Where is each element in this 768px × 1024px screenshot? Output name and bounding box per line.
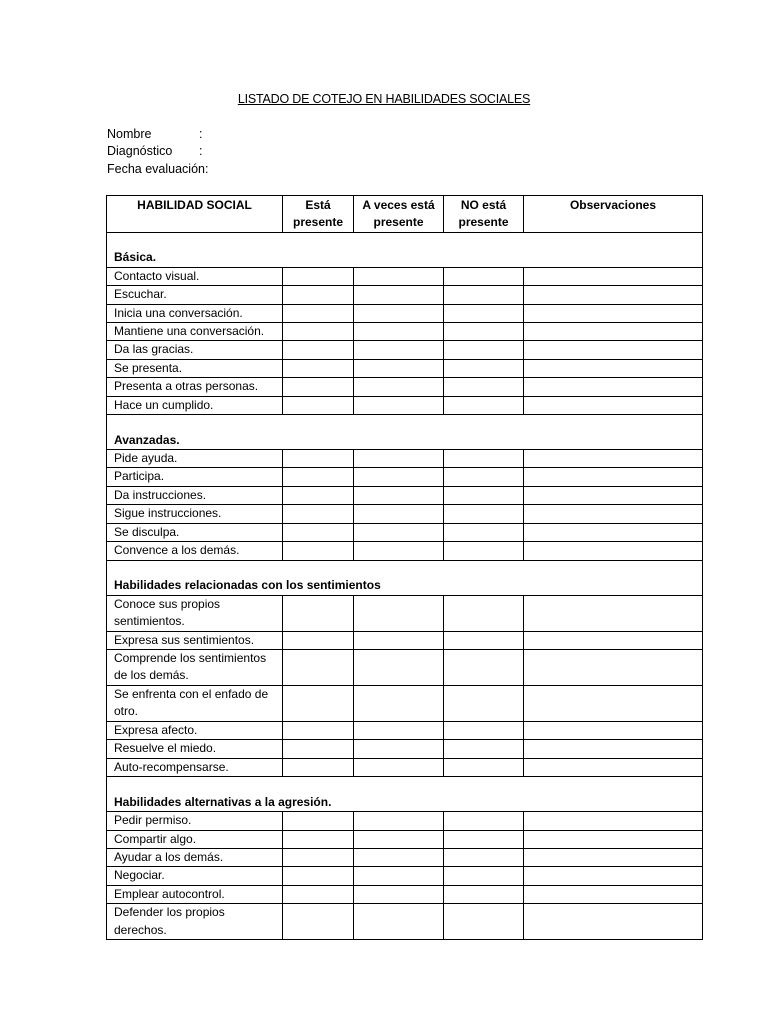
table-row xyxy=(107,649,703,685)
field-label: Fecha evaluación: xyxy=(107,161,209,176)
observaciones-cell[interactable] xyxy=(524,758,703,776)
a-veces-cell[interactable] xyxy=(354,323,444,341)
section-row xyxy=(107,415,703,450)
no-esta-presente-cell[interactable] xyxy=(444,304,524,322)
header-no-esta-presente: NO está presente xyxy=(444,196,524,233)
skill-label: Negociar. xyxy=(107,867,283,885)
esta-presente-cell[interactable] xyxy=(283,830,354,848)
field-fecha-evaluacion xyxy=(107,161,209,178)
no-esta-presente-cell[interactable] xyxy=(444,505,524,523)
observaciones-cell[interactable] xyxy=(524,812,703,830)
a-veces-cell[interactable] xyxy=(354,867,444,885)
section-title: Básica. xyxy=(107,232,703,267)
esta-presente-cell[interactable] xyxy=(283,450,354,468)
a-veces-cell[interactable] xyxy=(354,885,444,903)
checklist-table xyxy=(106,195,703,940)
no-esta-presente-cell[interactable] xyxy=(444,758,524,776)
field-colon: : xyxy=(199,127,203,141)
no-esta-presente-cell[interactable] xyxy=(444,812,524,830)
table-row xyxy=(107,740,703,758)
esta-presente-cell[interactable] xyxy=(283,267,354,285)
observaciones-cell[interactable] xyxy=(524,396,703,414)
table-row xyxy=(107,359,703,377)
esta-presente-cell[interactable] xyxy=(283,359,354,377)
field-colon xyxy=(199,161,209,178)
a-veces-cell[interactable] xyxy=(354,304,444,322)
no-esta-presente-cell[interactable] xyxy=(444,267,524,285)
esta-presente-cell[interactable] xyxy=(283,649,354,685)
table-row xyxy=(107,286,703,304)
skill-label: Auto-recompensarse. xyxy=(107,758,283,776)
no-esta-presente-cell[interactable] xyxy=(444,721,524,739)
skill-label: Da instrucciones. xyxy=(107,486,283,504)
esta-presente-cell[interactable] xyxy=(283,595,354,631)
no-esta-presente-cell[interactable] xyxy=(444,631,524,649)
observaciones-cell[interactable] xyxy=(524,304,703,322)
a-veces-cell[interactable] xyxy=(354,505,444,523)
observaciones-cell[interactable] xyxy=(524,685,703,721)
no-esta-presente-cell[interactable] xyxy=(444,323,524,341)
skill-label: Emplear autocontrol. xyxy=(107,885,283,903)
observaciones-cell[interactable] xyxy=(524,848,703,866)
esta-presente-cell[interactable] xyxy=(283,523,354,541)
section-row xyxy=(107,777,703,812)
esta-presente-cell[interactable] xyxy=(283,505,354,523)
table-row xyxy=(107,867,703,885)
section-row xyxy=(107,560,703,595)
table-row xyxy=(107,685,703,721)
section-row xyxy=(107,232,703,267)
field-colon: : xyxy=(199,144,203,159)
table-row xyxy=(107,450,703,468)
no-esta-presente-cell[interactable] xyxy=(444,542,524,560)
observaciones-cell[interactable] xyxy=(524,867,703,885)
field-diagnostico xyxy=(107,143,209,160)
no-esta-presente-cell[interactable] xyxy=(444,685,524,721)
a-veces-cell[interactable] xyxy=(354,396,444,414)
table-row xyxy=(107,523,703,541)
esta-presente-cell[interactable] xyxy=(283,904,354,940)
skill-label: Pide ayuda. xyxy=(107,450,283,468)
no-esta-presente-cell[interactable] xyxy=(444,904,524,940)
esta-presente-cell[interactable] xyxy=(283,685,354,721)
skill-label: Ayudar a los demás. xyxy=(107,848,283,866)
skill-label: Expresa afecto. xyxy=(107,721,283,739)
table-row xyxy=(107,396,703,414)
checklist-body xyxy=(107,232,703,939)
no-esta-presente-cell[interactable] xyxy=(444,359,524,377)
table-row xyxy=(107,721,703,739)
document-title: LISTADO DE COTEJO EN HABILIDADES SOCIALES xyxy=(237,92,531,106)
no-esta-presente-cell[interactable] xyxy=(444,830,524,848)
observaciones-cell[interactable] xyxy=(524,830,703,848)
table-row xyxy=(107,505,703,523)
table-row xyxy=(107,812,703,830)
a-veces-cell[interactable] xyxy=(354,450,444,468)
observaciones-cell[interactable] xyxy=(524,721,703,739)
skill-label: Hace un cumplido. xyxy=(107,396,283,414)
a-veces-cell[interactable] xyxy=(354,286,444,304)
skill-label: Escuchar. xyxy=(107,286,283,304)
esta-presente-cell[interactable] xyxy=(283,885,354,903)
esta-presente-cell[interactable] xyxy=(283,848,354,866)
skill-label: Inicia una conversación. xyxy=(107,304,283,322)
observaciones-cell[interactable] xyxy=(524,505,703,523)
table-row xyxy=(107,267,703,285)
skill-label: Contacto visual. xyxy=(107,267,283,285)
table-row xyxy=(107,542,703,560)
esta-presente-cell[interactable] xyxy=(283,812,354,830)
observaciones-cell[interactable] xyxy=(524,323,703,341)
a-veces-cell[interactable] xyxy=(354,631,444,649)
a-veces-cell[interactable] xyxy=(354,341,444,359)
observaciones-cell[interactable] xyxy=(524,378,703,396)
no-esta-presente-cell[interactable] xyxy=(444,378,524,396)
table-row xyxy=(107,323,703,341)
header-row xyxy=(107,196,703,233)
table-row xyxy=(107,631,703,649)
field-label: Nombre xyxy=(107,127,152,141)
a-veces-cell[interactable] xyxy=(354,848,444,866)
table-row xyxy=(107,304,703,322)
no-esta-presente-cell[interactable] xyxy=(444,450,524,468)
esta-presente-cell[interactable] xyxy=(283,631,354,649)
no-esta-presente-cell[interactable] xyxy=(444,486,524,504)
observaciones-cell[interactable] xyxy=(524,595,703,631)
no-esta-presente-cell[interactable] xyxy=(444,523,524,541)
skill-label: Mantiene una conversación. xyxy=(107,323,283,341)
table-row xyxy=(107,885,703,903)
observaciones-cell[interactable] xyxy=(524,286,703,304)
skill-label: Resuelve el miedo. xyxy=(107,740,283,758)
a-veces-cell[interactable] xyxy=(354,523,444,541)
a-veces-cell[interactable] xyxy=(354,468,444,486)
header-observaciones: Observaciones xyxy=(524,196,703,233)
section-title: Habilidades relacionadas con los sentimientos xyxy=(107,560,703,595)
esta-presente-cell[interactable] xyxy=(283,286,354,304)
skill-label: Conoce sus propios sentimientos. xyxy=(107,595,283,631)
a-veces-cell[interactable] xyxy=(354,595,444,631)
esta-presente-cell[interactable] xyxy=(283,721,354,739)
section-title: Avanzadas. xyxy=(107,415,703,450)
table-row xyxy=(107,595,703,631)
skill-label: Pedir permiso. xyxy=(107,812,283,830)
skill-label: Presenta a otras personas. xyxy=(107,378,283,396)
a-veces-cell[interactable] xyxy=(354,812,444,830)
esta-presente-cell[interactable] xyxy=(283,486,354,504)
esta-presente-cell[interactable] xyxy=(283,304,354,322)
esta-presente-cell[interactable] xyxy=(283,341,354,359)
no-esta-presente-cell[interactable] xyxy=(444,885,524,903)
no-esta-presente-cell[interactable] xyxy=(444,740,524,758)
a-veces-cell[interactable] xyxy=(354,649,444,685)
a-veces-cell[interactable] xyxy=(354,758,444,776)
no-esta-presente-cell[interactable] xyxy=(444,595,524,631)
table-row xyxy=(107,904,703,940)
skill-label: Compartir algo. xyxy=(107,830,283,848)
esta-presente-cell[interactable] xyxy=(283,542,354,560)
esta-presente-cell[interactable] xyxy=(283,740,354,758)
esta-presente-cell[interactable] xyxy=(283,378,354,396)
a-veces-cell[interactable] xyxy=(354,830,444,848)
a-veces-cell[interactable] xyxy=(354,486,444,504)
skill-label: Se disculpa. xyxy=(107,523,283,541)
observaciones-cell[interactable] xyxy=(524,486,703,504)
observaciones-cell[interactable] xyxy=(524,267,703,285)
section-title: Habilidades alternativas a la agresión. xyxy=(107,777,703,812)
header-fields xyxy=(107,126,209,178)
table-row xyxy=(107,378,703,396)
no-esta-presente-cell[interactable] xyxy=(444,396,524,414)
table-row xyxy=(107,758,703,776)
skill-label: Convence a los demás. xyxy=(107,542,283,560)
table-row xyxy=(107,486,703,504)
esta-presente-cell[interactable] xyxy=(283,758,354,776)
esta-presente-cell[interactable] xyxy=(283,396,354,414)
field-label: Diagnóstico xyxy=(107,144,173,159)
field-nombre xyxy=(107,126,209,143)
no-esta-presente-cell[interactable] xyxy=(444,867,524,885)
observaciones-cell[interactable] xyxy=(524,904,703,940)
table-row xyxy=(107,830,703,848)
header-esta-presente: Está presente xyxy=(283,196,354,233)
table-row xyxy=(107,341,703,359)
esta-presente-cell[interactable] xyxy=(283,468,354,486)
observaciones-cell[interactable] xyxy=(524,649,703,685)
no-esta-presente-cell[interactable] xyxy=(444,341,524,359)
a-veces-cell[interactable] xyxy=(354,542,444,560)
observaciones-cell[interactable] xyxy=(524,468,703,486)
observaciones-cell[interactable] xyxy=(524,341,703,359)
skill-label: Participa. xyxy=(107,468,283,486)
a-veces-cell[interactable] xyxy=(354,359,444,377)
a-veces-cell[interactable] xyxy=(354,740,444,758)
observaciones-cell[interactable] xyxy=(524,885,703,903)
no-esta-presente-cell[interactable] xyxy=(444,649,524,685)
observaciones-cell[interactable] xyxy=(524,631,703,649)
esta-presente-cell[interactable] xyxy=(283,867,354,885)
observaciones-cell[interactable] xyxy=(524,740,703,758)
observaciones-cell[interactable] xyxy=(524,450,703,468)
esta-presente-cell[interactable] xyxy=(283,323,354,341)
observaciones-cell[interactable] xyxy=(524,523,703,541)
skill-label: Expresa sus sentimientos. xyxy=(107,631,283,649)
skill-label: Comprende los sentimientos de los demás. xyxy=(107,649,283,685)
a-veces-cell[interactable] xyxy=(354,378,444,396)
skill-label: Se enfrenta con el enfado de otro. xyxy=(107,685,283,721)
a-veces-cell[interactable] xyxy=(354,267,444,285)
a-veces-cell[interactable] xyxy=(354,685,444,721)
no-esta-presente-cell[interactable] xyxy=(444,286,524,304)
skill-label: Da las gracias. xyxy=(107,341,283,359)
a-veces-cell[interactable] xyxy=(354,721,444,739)
a-veces-cell[interactable] xyxy=(354,904,444,940)
skill-label: Sigue instrucciones. xyxy=(107,505,283,523)
table-row xyxy=(107,848,703,866)
observaciones-cell[interactable] xyxy=(524,542,703,560)
observaciones-cell[interactable] xyxy=(524,359,703,377)
skill-label: Se presenta. xyxy=(107,359,283,377)
skill-label: Defender los propios derechos. xyxy=(107,904,283,940)
header-a-veces-esta-presente: A veces está presente xyxy=(354,196,444,233)
no-esta-presente-cell[interactable] xyxy=(444,468,524,486)
table-row xyxy=(107,468,703,486)
no-esta-presente-cell[interactable] xyxy=(444,848,524,866)
header-habilidad-social: HABILIDAD SOCIAL xyxy=(107,196,283,233)
